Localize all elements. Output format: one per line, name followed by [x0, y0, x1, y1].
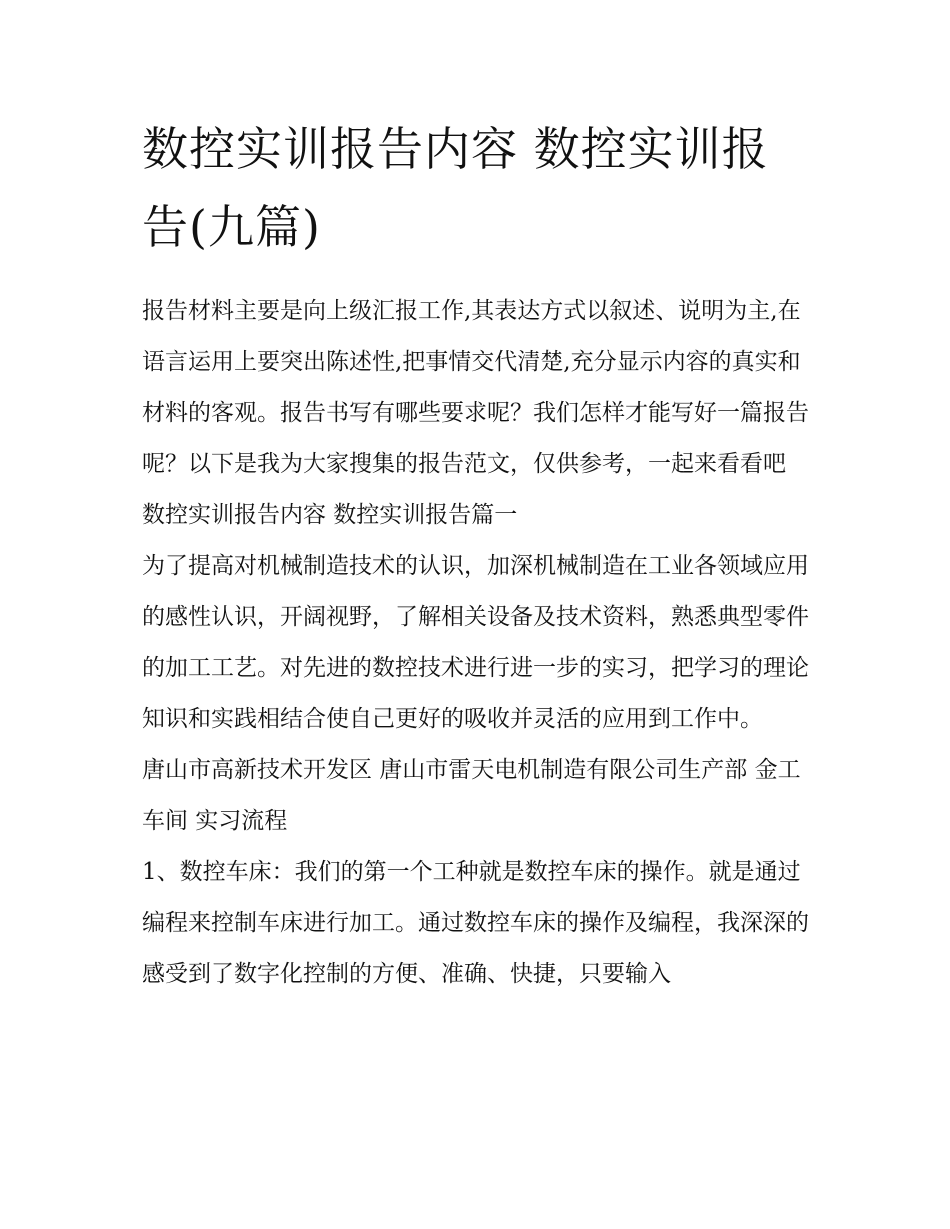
body-paragraph: 为了提高对机械制造技术的认识，加深机械制造在工业各领域应用的感性认识，开阔视野，了解相关设备及技术资料，熟悉典型零件的加工工艺。对先进的数控技术进行进一步的实习，把学习的理论知识和实践相结合使自己更好的吸收并灵活的应用到工作中。: [142, 553, 809, 732]
body-paragraph: 1、数控车床：我们的第一个工种就是数控车床的操作。就是通过编程来控制车床进行加工。通过数控车床的操作及编程，我深深的感受到了数字化控制的方便、准确、快捷，只要输入: [142, 859, 809, 987]
location-paragraph: 唐山市高新技术开发区 唐山市雷天电机制造有限公司生产部 金工车间 实习流程: [142, 757, 801, 834]
intro-paragraph: 报告材料主要是向上级汇报工作,其表达方式以叙述、说明为主,在语言运用上要突出陈述性,把事情交代清楚,充分显示内容的真实和材料的客观。报告书写有哪些要求呢？我们怎样才能写好一篇报告呢？以下是我为大家搜集的报告范文，仅供参考，一起来看看吧: [142, 298, 809, 477]
section-heading: 数控实训报告内容 数控实训报告篇一: [142, 502, 518, 528]
document-title: 数控实训报告内容 数控实训报告(九篇): [142, 122, 769, 254]
document-page: [142, 110, 812, 1000]
